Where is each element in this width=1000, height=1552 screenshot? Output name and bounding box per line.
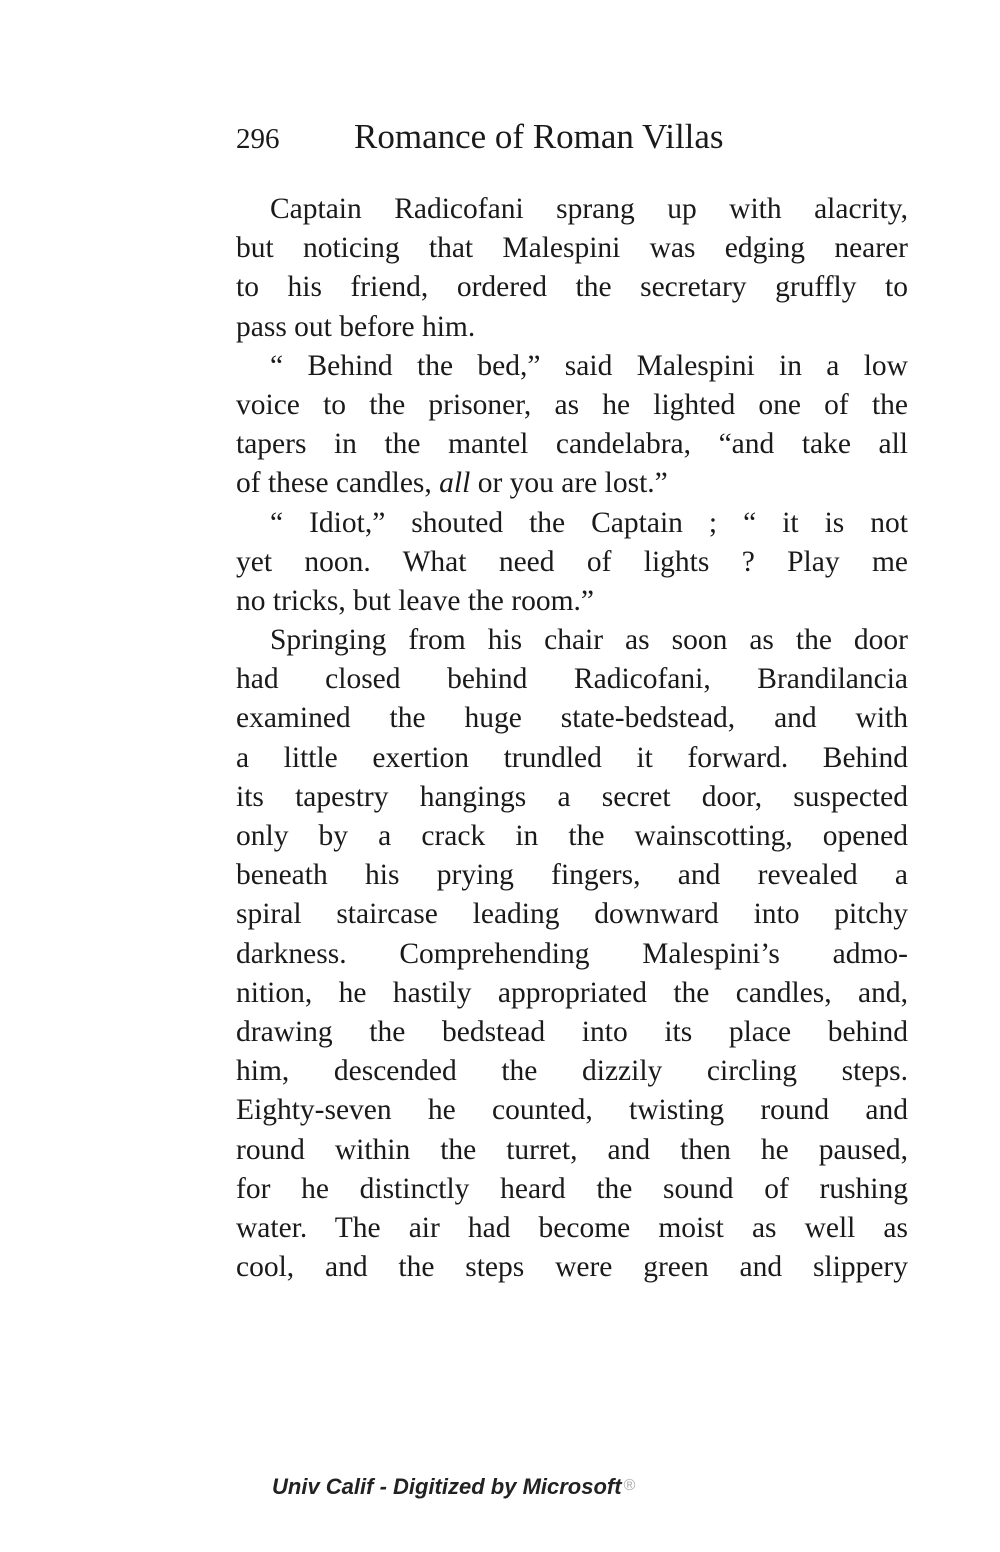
text-line: for he distinctly heard the sound of rushing bbox=[236, 1172, 908, 1205]
page-number: 296 bbox=[236, 123, 280, 155]
page-header bbox=[236, 112, 916, 162]
text-line: but noticing that Malespini was edging nearer bbox=[236, 232, 908, 265]
watermark-text: Univ Calif - Digitized by Microsoft bbox=[272, 1474, 622, 1499]
text-line: “ Idiot,” shouted the Captain ; “ it is not bbox=[270, 506, 908, 539]
text-line: spiral staircase leading downward into pitchy bbox=[236, 898, 908, 931]
running-title: Romance of Roman Villas bbox=[354, 117, 724, 156]
text-segment: or you are lost.” bbox=[470, 467, 668, 500]
text-line: only by a crack in the wainscotting, opened bbox=[236, 820, 908, 852]
text-line: voice to the prisoner, as he lighted one of the bbox=[236, 388, 908, 421]
text-line: nition, he hastily appropriated the candles, and, bbox=[236, 976, 908, 1009]
text-line: Captain Radicofani sprang up with alacrity, bbox=[270, 193, 908, 225]
text-line: “ Behind the bed,” said Malespini in a low bbox=[270, 349, 908, 382]
text-line bbox=[236, 464, 908, 503]
text-line: had closed behind Radicofani, Brandilancia bbox=[236, 663, 908, 696]
text-line: round within the turret, and then he paused, bbox=[236, 1133, 908, 1166]
text-line: pass out before him. bbox=[236, 310, 476, 343]
text-line: its tapestry hangings a secret door, suspected bbox=[236, 780, 908, 813]
text-line: water. The air had become moist as well as bbox=[236, 1211, 908, 1244]
text-line: beneath his prying fingers, and revealed a bbox=[236, 859, 908, 892]
emphasized-word: all bbox=[439, 467, 471, 500]
text-line: drawing the bedstead into its place behind bbox=[236, 1015, 908, 1048]
text-line: to his friend, ordered the secretary gruffly to bbox=[236, 271, 908, 304]
text-line: him, descended the dizzily circling steps. bbox=[236, 1055, 908, 1088]
watermark-mark: ® bbox=[623, 1477, 636, 1494]
text-line: Eighty-seven he counted, twisting round and bbox=[236, 1094, 908, 1127]
digitization-watermark bbox=[272, 1474, 772, 1500]
text-line: Springing from his chair as soon as the door bbox=[270, 624, 908, 657]
text-line: no tricks, but leave the room.” bbox=[236, 584, 594, 617]
text-line: tapers in the mantel candelabra, “and take all bbox=[236, 428, 908, 461]
body-text bbox=[236, 190, 908, 1287]
text-segment: of these candles, bbox=[236, 467, 440, 500]
text-line: darkness. Comprehending Malespini’s admo- bbox=[236, 937, 908, 970]
text-line: a little exertion trundled it forward. Behind bbox=[236, 741, 908, 774]
text-line: examined the huge state-bedstead, and with bbox=[236, 702, 908, 735]
text-line: yet noon. What need of lights ? Play me bbox=[236, 545, 908, 578]
text-line: cool, and the steps were green and slippery bbox=[236, 1251, 908, 1284]
